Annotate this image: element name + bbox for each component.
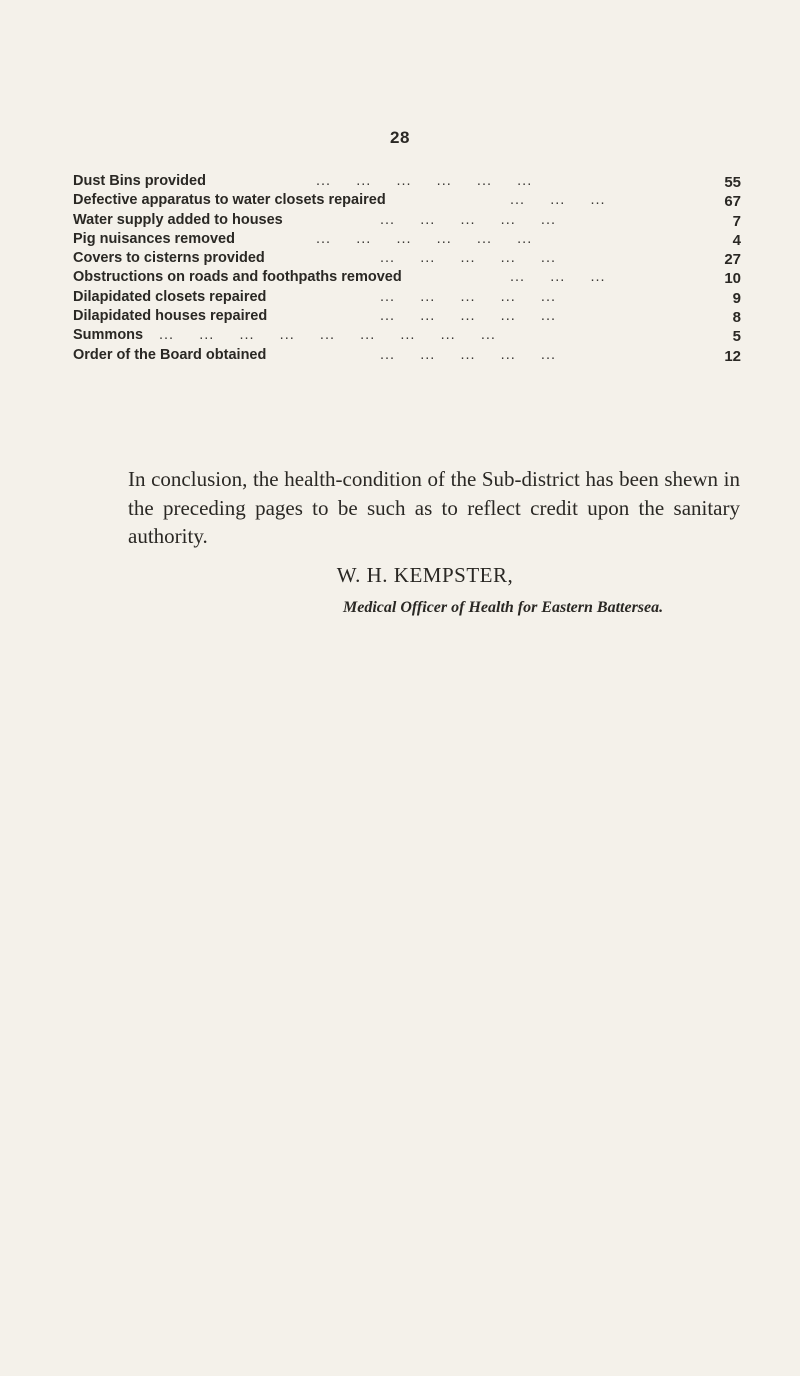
row-label: Dust Bins provided [73, 173, 206, 189]
leader-dots: ... ... ... ... ... [380, 308, 556, 325]
row-value: 27 [724, 251, 741, 269]
leader-dots: ... ... ... ... ... ... [316, 230, 533, 247]
row-value: 5 [732, 328, 741, 346]
row-value: 12 [724, 347, 741, 365]
row-value: 4 [732, 231, 741, 249]
leader-dots: ... ... ... ... ... [380, 288, 556, 305]
row-value: 10 [724, 270, 741, 288]
signature-name: W. H. KEMPSTER, [336, 563, 514, 587]
table-row [73, 288, 741, 307]
table-row [73, 249, 741, 268]
leader-dots: ... ... ... ... ... [380, 250, 556, 267]
leader-dots: ... ... ... [510, 269, 606, 286]
row-label: Covers to cisterns provided [73, 250, 265, 267]
page-number: 28 [390, 128, 410, 147]
table-row [73, 211, 741, 230]
leader-dots: ... ... ... ... ... ... ... ... ... [159, 327, 496, 344]
row-value: 55 [724, 174, 741, 191]
table-row [73, 172, 741, 191]
row-label: Obstructions on roads and foothpaths removed [73, 269, 402, 286]
row-label: Order of the Board obtained [73, 346, 267, 363]
row-label: Dilapidated closets repaired [73, 288, 267, 305]
leader-dots: ... ... ... ... ... [380, 346, 556, 363]
leader-dots: ... ... ... ... ... [380, 211, 556, 228]
table-row [73, 268, 741, 287]
leader-dots: ... ... ... [510, 192, 606, 209]
row-label: Defective apparatus to water closets repaired [73, 192, 386, 209]
leader-dots: ... ... ... ... ... ... [316, 173, 533, 189]
table-row [73, 191, 741, 210]
row-label: Water supply added to houses [73, 211, 283, 228]
signature-title: Medical Officer of Health for Eastern Battersea. [343, 599, 664, 616]
row-label: Summons [73, 327, 144, 344]
table-row [73, 230, 741, 249]
row-value: 9 [732, 289, 741, 307]
summary-table [73, 172, 741, 365]
row-label: Dilapidated houses repaired [73, 308, 268, 325]
conclusion-paragraph: In conclusion, the health-condition of the Sub-district has been shewn in the preceding pages to be such as to reflect credit upon the sanitary authority. [128, 467, 740, 548]
row-label: Pig nuisances removed [73, 230, 235, 247]
table-row [73, 346, 741, 365]
row-value: 8 [732, 309, 741, 327]
row-value: 67 [724, 193, 741, 211]
table-row [73, 307, 741, 326]
row-value: 7 [732, 212, 741, 230]
table-row [73, 326, 741, 345]
